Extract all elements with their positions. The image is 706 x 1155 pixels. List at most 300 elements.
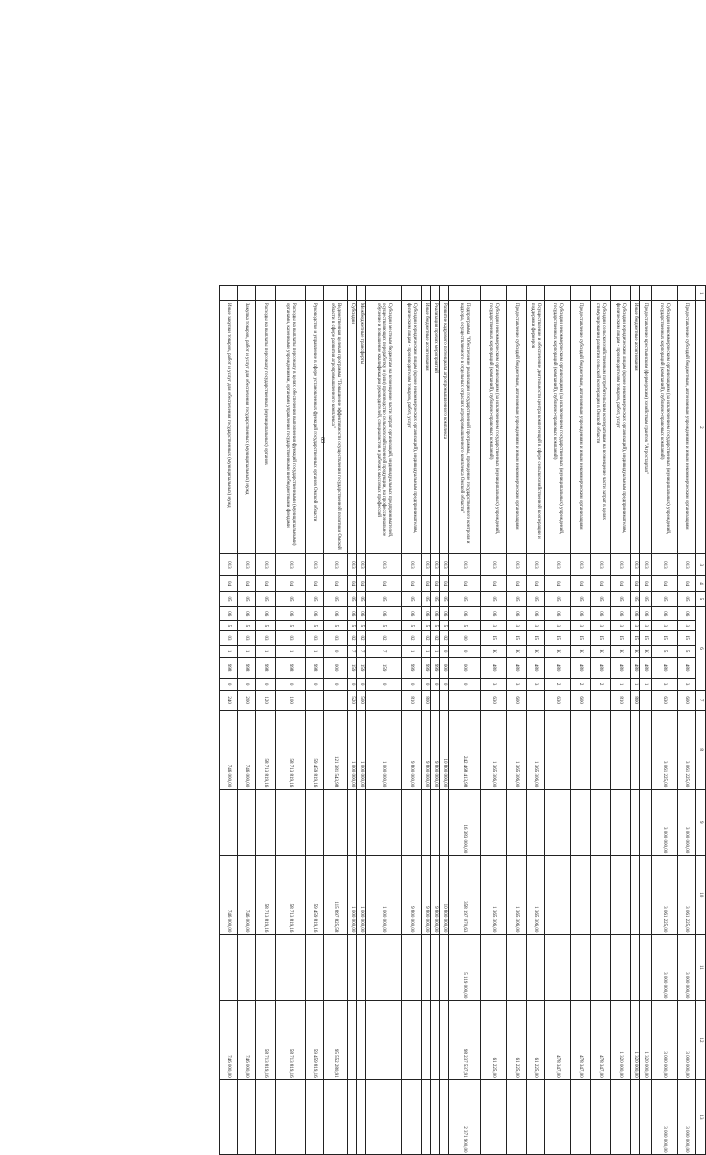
admin-code-cell: 013	[527, 554, 545, 576]
item-name-cell: Ведомственная целевая программа "Повышение эффективности осуществления государственной политики Омской области в сфере развития агропромышленного комплекса"	[324, 301, 348, 554]
row-number-cell	[652, 286, 678, 301]
target-code-part-cell: 3	[481, 678, 507, 690]
table-row	[611, 286, 631, 1155]
admin-code-cell: 013	[366, 554, 402, 576]
amount-col-9-cell	[366, 789, 402, 855]
subsection-code-cell: 05	[324, 591, 348, 606]
admin-code-cell: 013	[238, 554, 256, 576]
amount-col-8-cell: 9 800 000,00	[422, 710, 431, 789]
item-name-cell: Иные бюджетные ассигнования	[422, 301, 431, 554]
target-code-part-cell: 7	[348, 645, 357, 657]
amount-col-13-cell	[440, 1080, 449, 1155]
target-code-part-cell: 480	[678, 657, 696, 678]
target-code-part-cell: 06	[631, 607, 640, 621]
target-code-part-cell: 159	[357, 657, 366, 678]
table-row	[276, 286, 306, 1155]
expense-type-cell	[366, 690, 402, 710]
amount-col-11-cell	[545, 934, 571, 1000]
subsection-code-cell: 05	[357, 591, 366, 606]
target-code-part-cell: 999	[431, 657, 440, 678]
header-col-7: 7	[696, 690, 706, 710]
subsection-code-cell: 05	[481, 591, 507, 606]
target-code-part-cell: 06	[481, 607, 507, 621]
amount-col-13-cell: 2 371 900,00	[449, 1080, 481, 1155]
admin-code-cell: 013	[440, 554, 449, 576]
expense-type-cell: 120	[256, 690, 276, 710]
amount-col-10-cell: 3 061 225,00	[652, 855, 678, 934]
expense-type-cell: 600	[678, 690, 696, 710]
amount-col-9-cell	[357, 789, 366, 855]
subsection-code-cell: 05	[678, 591, 696, 606]
row-number-cell	[357, 286, 366, 301]
table-row	[220, 286, 238, 1155]
target-code-part-cell: 5	[324, 621, 348, 631]
target-code-part-cell: 5	[220, 621, 238, 631]
amount-col-9-cell	[507, 789, 527, 855]
item-name-cell: Развитие кадрового потенциала агропромышленного комплекса	[440, 301, 449, 554]
item-name-cell: Субсидии	[348, 301, 357, 554]
target-code-part-cell: 5	[402, 621, 422, 631]
target-code-part-cell: 5	[276, 621, 306, 631]
amount-col-8-cell: 9 800 000,00	[402, 710, 422, 789]
item-name-cell: Предоставление субсидий бюджетным, автономным учреждениям и иным некоммерческим организациям	[571, 301, 591, 554]
amount-col-11-cell	[366, 934, 402, 1000]
subsection-code-cell: 05	[431, 591, 440, 606]
target-code-part-cell: 02	[357, 631, 366, 645]
target-code-part-cell: К	[631, 645, 640, 657]
table-row	[238, 286, 256, 1155]
expense-type-cell: 600	[507, 690, 527, 710]
expense-type-cell: 630	[545, 690, 571, 710]
target-code-part-cell: I5	[652, 631, 678, 645]
target-code-part-cell: 7	[366, 645, 402, 657]
target-code-part-cell: 5	[440, 621, 449, 631]
table-row	[402, 286, 422, 1155]
section-code-cell: 04	[449, 576, 481, 591]
target-code-part-cell: 03	[238, 631, 256, 645]
section-code-cell: 04	[652, 576, 678, 591]
row-number-cell	[527, 286, 545, 301]
amount-col-9-cell	[402, 789, 422, 855]
amount-col-8-cell: 242 468 413,98	[449, 710, 481, 789]
admin-code-cell: 013	[220, 554, 238, 576]
target-code-part-cell: 3	[507, 621, 527, 631]
subsection-code-cell: 05	[348, 591, 357, 606]
target-code-part-cell: 06	[527, 607, 545, 621]
target-code-part-cell: 02	[348, 631, 357, 645]
target-code-part-cell: 0	[440, 678, 449, 690]
header-col-5: 5	[696, 591, 706, 606]
target-code-part-cell: 06	[652, 607, 678, 621]
admin-code-cell: 013	[481, 554, 507, 576]
amount-col-8-cell	[591, 710, 611, 789]
subsection-code-cell: 05	[402, 591, 422, 606]
target-code-part-cell: 1	[631, 678, 640, 690]
amount-col-11-cell	[306, 934, 324, 1000]
amount-col-11-cell	[631, 934, 640, 1000]
amount-col-11-cell	[640, 934, 652, 1000]
target-code-part-cell: I5	[611, 631, 631, 645]
amount-col-10-cell	[591, 855, 611, 934]
target-code-part-cell: К	[527, 645, 545, 657]
target-code-part-cell: 0	[431, 678, 440, 690]
expense-type-cell: 520	[348, 690, 357, 710]
row-number-cell	[591, 286, 611, 301]
header-col-11: 11	[696, 934, 706, 1000]
table-row	[481, 286, 507, 1155]
target-code-part-cell: 06	[449, 607, 481, 621]
target-code-part-cell: 06	[276, 607, 306, 621]
amount-col-10-cell: 1 365 306,00	[507, 855, 527, 934]
amount-col-8-cell: 1 365 306,00	[507, 710, 527, 789]
item-name-cell: Расходы на выплаты персоналу государственных (муниципальных) органов	[256, 301, 276, 554]
amount-col-8-cell: 1 365 306,00	[527, 710, 545, 789]
target-code-part-cell: 0	[440, 645, 449, 657]
admin-code-cell: 013	[631, 554, 640, 576]
header-col-12: 12	[696, 1000, 706, 1079]
target-code-part-cell: 1	[402, 645, 422, 657]
amount-col-13-cell	[640, 1080, 652, 1155]
target-code-part-cell: 03	[220, 631, 238, 645]
target-code-part-cell: 03	[276, 631, 306, 645]
amount-col-12-cell: 61 225,00	[481, 1000, 507, 1079]
amount-col-10-cell: 358 197 070,63	[449, 855, 481, 934]
subsection-code-cell: 05	[256, 591, 276, 606]
target-code-part-cell: 159	[348, 657, 357, 678]
amount-col-10-cell	[545, 855, 571, 934]
expense-type-cell: 800	[631, 690, 640, 710]
amount-col-8-cell: 746 000,00	[220, 710, 238, 789]
subsection-code-cell: 05	[366, 591, 402, 606]
row-number-cell	[348, 286, 357, 301]
row-number-cell	[449, 286, 481, 301]
amount-col-12-cell	[357, 1000, 366, 1079]
subsection-code-cell: 05	[220, 591, 238, 606]
amount-col-12-cell: 61 225,00	[507, 1000, 527, 1079]
subsection-code-cell: 05	[440, 591, 449, 606]
item-name-cell: Субсидии юридическим лицам (кроме некоммерческих организаций), индивидуальным предпринимателям, физическим лицам - производителям товаров, работ, услуг	[402, 301, 422, 554]
amount-col-10-cell: 1 365 306,00	[481, 855, 507, 934]
section-code-cell: 04	[631, 576, 640, 591]
amount-col-10-cell: 9 800 000,00	[422, 855, 431, 934]
amount-col-10-cell: 58 713 819,16	[256, 855, 276, 934]
amount-col-9-cell	[348, 789, 357, 855]
target-code-part-cell: 998	[306, 657, 324, 678]
amount-col-10-cell: 1 000 000,00	[366, 855, 402, 934]
target-code-part-cell: 000	[324, 657, 348, 678]
amount-col-11-cell	[256, 934, 276, 1000]
item-name-cell: Субсидии некоммерческим организациям (за исключением государственных (муниципальных) учреждений, государственных корпораций (компаний), публично-правовых компаний)	[652, 301, 678, 554]
target-code-part-cell: 998	[276, 657, 306, 678]
item-name-cell: Расходы на выплаты персоналу в целях обеспечения выполнения функций государственными (муниципальными) органами, казенными учреждениями, органами управления государственными внебюджетными фондами	[276, 301, 306, 554]
row-number-cell	[366, 286, 402, 301]
amount-col-9-cell	[545, 789, 571, 855]
target-code-part-cell: 3	[481, 621, 507, 631]
amount-col-12-cell	[440, 1000, 449, 1079]
amount-col-9-cell	[422, 789, 431, 855]
amount-col-9-cell	[256, 789, 276, 855]
target-code-part-cell: 1	[276, 645, 306, 657]
amount-col-9-cell	[571, 789, 591, 855]
target-code-part-cell: К	[571, 645, 591, 657]
target-code-part-cell: 06	[507, 607, 527, 621]
amount-col-13-cell	[631, 1080, 640, 1155]
admin-code-cell: 013	[306, 554, 324, 576]
amount-col-9-cell	[481, 789, 507, 855]
section-code-cell: 04	[366, 576, 402, 591]
item-name-cell: Иные закупки товаров, работ и услуг для обеспечения государственных (муниципальных) нужд	[220, 301, 238, 554]
amount-col-12-cell: 478 347,00	[591, 1000, 611, 1079]
target-code-part-cell: 0	[366, 678, 402, 690]
amount-col-9-cell	[440, 789, 449, 855]
target-code-part-cell: I5	[545, 631, 571, 645]
target-code-part-cell: 3	[571, 621, 591, 631]
target-code-part-cell: 998	[256, 657, 276, 678]
header-col-2: 2	[696, 301, 706, 554]
target-code-part-cell: 06	[545, 607, 571, 621]
target-code-part-cell: 00	[449, 631, 481, 645]
subsection-code-cell: 05	[306, 591, 324, 606]
target-code-part-cell: I5	[571, 631, 591, 645]
amount-col-13-cell	[276, 1080, 306, 1155]
section-code-cell: 04	[238, 576, 256, 591]
target-code-part-cell: 3	[652, 678, 678, 690]
amount-col-10-cell: 9 800 000,00	[431, 855, 440, 934]
admin-code-cell: 013	[640, 554, 652, 576]
amount-col-13-cell	[545, 1080, 571, 1155]
amount-col-10-cell: 59 459 819,16	[306, 855, 324, 934]
amount-col-12-cell: 746 000,00	[220, 1000, 238, 1079]
target-code-part-cell: 1	[431, 645, 440, 657]
amount-col-10-cell	[611, 855, 631, 934]
target-code-part-cell: 03	[306, 631, 324, 645]
amount-col-11-cell: 5 119 000,00	[449, 934, 481, 1000]
target-code-part-cell: 06	[440, 607, 449, 621]
row-number-cell	[402, 286, 422, 301]
amount-col-13-cell	[357, 1080, 366, 1155]
section-code-cell: 04	[611, 576, 631, 591]
budget-table	[219, 285, 706, 1155]
amount-col-11-cell	[431, 934, 440, 1000]
section-code-cell: 04	[422, 576, 431, 591]
target-code-part-cell: 06	[366, 607, 402, 621]
amount-col-12-cell: 58 713 819,16	[256, 1000, 276, 1079]
header-col-4: 4	[696, 576, 706, 591]
target-code-part-cell: 159	[366, 657, 402, 678]
item-name-cell: Субсидии юридическим лицам (кроме некоммерческих организаций), индивидуальным предпринимателям, физическим лицам - производителям товаров, работ, услуг	[611, 301, 631, 554]
section-code-cell: 04	[306, 576, 324, 591]
amount-col-8-cell	[545, 710, 571, 789]
item-name-cell: Предоставление субсидий бюджетным, автономным учреждениям и иным некоммерческим организациям	[678, 301, 696, 554]
amount-col-9-cell	[431, 789, 440, 855]
row-number-cell	[324, 286, 348, 301]
target-code-part-cell: 5	[238, 621, 256, 631]
expense-type-cell: 500	[357, 690, 366, 710]
target-code-part-cell: 3	[611, 621, 631, 631]
target-code-part-cell: 3	[631, 621, 640, 631]
target-code-part-cell: 1	[238, 645, 256, 657]
header-col-6: 6	[696, 607, 706, 691]
row-number-cell	[611, 286, 631, 301]
target-code-part-cell: 1	[306, 645, 324, 657]
header-col-1: 1	[696, 286, 706, 301]
target-code-part-cell: 5	[357, 621, 366, 631]
amount-col-12-cell: 3 000 000,00	[652, 1000, 678, 1079]
amount-col-11-cell	[357, 934, 366, 1000]
admin-code-cell: 013	[324, 554, 348, 576]
amount-col-11-cell	[527, 934, 545, 1000]
amount-col-13-cell	[422, 1080, 431, 1155]
expense-type-cell: 100	[276, 690, 306, 710]
target-code-part-cell: 06	[220, 607, 238, 621]
target-code-part-cell: 3	[652, 621, 678, 631]
section-code-cell: 04	[527, 576, 545, 591]
table-row	[324, 286, 348, 1155]
row-number-cell	[422, 286, 431, 301]
target-code-part-cell: 0	[422, 678, 431, 690]
target-code-part-cell: 480	[571, 657, 591, 678]
target-code-part-cell: 480	[527, 657, 545, 678]
target-code-part-cell: 06	[324, 607, 348, 621]
section-code-cell: 04	[481, 576, 507, 591]
row-number-cell	[678, 286, 696, 301]
amount-col-8-cell	[571, 710, 591, 789]
expense-type-cell: 200	[238, 690, 256, 710]
amount-col-12-cell: 61 225,00	[527, 1000, 545, 1079]
amount-col-8-cell: 1 365 306,00	[481, 710, 507, 789]
target-code-part-cell: 0	[449, 645, 481, 657]
amount-col-9-cell	[611, 789, 631, 855]
target-code-part-cell: 02	[422, 631, 431, 645]
expense-type-cell	[527, 690, 545, 710]
amount-col-8-cell	[631, 710, 640, 789]
subsection-code-cell: 05	[422, 591, 431, 606]
item-name-cell: Субсидии местным бюджетам на возмещение части затрат организаций, индивидуальных предпринимателей, осуществляющих переработку и (или) производство сельскохозяйственной продукции, на профессиональное обучение и повышение квалификации руководителей, специалистов и рабочих массовых профессий	[366, 301, 402, 554]
header-col-8: 8	[696, 710, 706, 789]
target-code-part-cell: I5	[481, 631, 507, 645]
admin-code-cell: 013	[431, 554, 440, 576]
amount-col-11-cell	[276, 934, 306, 1000]
target-code-part-cell: 0	[256, 678, 276, 690]
section-code-cell: 04	[678, 576, 696, 591]
section-code-cell: 04	[571, 576, 591, 591]
expense-type-cell: 810	[402, 690, 422, 710]
amount-col-8-cell: 1 000 000,00	[348, 710, 357, 789]
subsection-code-cell: 05	[238, 591, 256, 606]
table-row	[545, 286, 571, 1155]
amount-col-11-cell	[238, 934, 256, 1000]
amount-col-10-cell: 10 800 000,00	[440, 855, 449, 934]
amount-col-11-cell	[571, 934, 591, 1000]
target-code-part-cell: 0	[324, 645, 348, 657]
item-name-cell: Подпрограмма "Обеспечение реализации государственной программы, проведение государственного контроля и надзора, осуществляемого в отдельных отраслях агропромышленного комплекса Омской области"	[449, 301, 481, 554]
target-code-part-cell: 3	[527, 621, 545, 631]
amount-col-8-cell: 1 000 000,00	[357, 710, 366, 789]
target-code-part-cell: 0	[238, 678, 256, 690]
amount-col-9-cell	[306, 789, 324, 855]
target-code-part-cell: 999	[422, 657, 431, 678]
amount-col-12-cell	[402, 1000, 422, 1079]
section-code-cell: 04	[324, 576, 348, 591]
target-code-part-cell: 02	[366, 631, 402, 645]
amount-col-11-cell	[324, 934, 348, 1000]
subsection-code-cell: 05	[631, 591, 640, 606]
item-name-cell: Осуществление и обеспечение деятельности центра компетенций в сфере сельскохозяйственной кооперации и поддержки фермеров	[527, 301, 545, 554]
subsection-code-cell: 05	[507, 591, 527, 606]
target-code-part-cell: 3	[591, 621, 611, 631]
table-row	[431, 286, 440, 1155]
expense-type-cell: 810	[611, 690, 631, 710]
admin-code-cell: 013	[507, 554, 527, 576]
target-code-part-cell: 03	[324, 631, 348, 645]
header-col-10: 10	[696, 855, 706, 934]
header-col-13: 13	[696, 1080, 706, 1155]
amount-col-11-cell	[348, 934, 357, 1000]
target-code-part-cell: 0	[357, 678, 366, 690]
target-code-part-cell: I5	[631, 631, 640, 645]
amount-col-13-cell	[591, 1080, 611, 1155]
section-code-cell: 04	[545, 576, 571, 591]
amount-col-13-cell	[324, 1080, 348, 1155]
target-code-part-cell: К	[545, 645, 571, 657]
amount-col-11-cell	[402, 934, 422, 1000]
target-code-part-cell: 1	[422, 645, 431, 657]
amount-col-13-cell	[402, 1080, 422, 1155]
amount-col-13-cell	[431, 1080, 440, 1155]
target-code-part-cell: 0	[449, 678, 481, 690]
amount-col-9-cell	[640, 789, 652, 855]
amount-col-9-cell	[527, 789, 545, 855]
item-name-cell: Иные бюджетные ассигнования	[631, 301, 640, 554]
target-code-part-cell: 02	[440, 631, 449, 645]
target-code-part-cell: 000	[440, 657, 449, 678]
amount-col-13-cell	[238, 1080, 256, 1155]
target-code-part-cell: 1	[611, 678, 631, 690]
amount-col-8-cell: 58 713 819,16	[276, 710, 306, 789]
amount-col-10-cell: 1 000 000,00	[357, 855, 366, 934]
amount-col-12-cell: 58 713 819,16	[276, 1000, 306, 1079]
admin-code-cell: 013	[545, 554, 571, 576]
target-code-part-cell: 3	[678, 621, 696, 631]
amount-col-8-cell: 10 800 000,00	[440, 710, 449, 789]
row-number-cell	[440, 286, 449, 301]
table-row	[357, 286, 366, 1155]
table-row	[507, 286, 527, 1155]
amount-col-12-cell: 478 347,00	[571, 1000, 591, 1079]
row-number-cell	[507, 286, 527, 301]
target-code-part-cell: 5	[652, 645, 678, 657]
target-code-part-cell: 5	[256, 621, 276, 631]
amount-col-12-cell	[366, 1000, 402, 1079]
target-code-part-cell: I5	[507, 631, 527, 645]
item-name-cell: Закупка товаров, работ и услуг для обеспечения государственных (муниципальных) нужд	[238, 301, 256, 554]
target-code-part-cell: 7	[357, 645, 366, 657]
row-number-cell	[571, 286, 591, 301]
amount-col-10-cell: 1 365 306,00	[527, 855, 545, 934]
amount-col-13-cell	[220, 1080, 238, 1155]
row-number-cell	[631, 286, 640, 301]
target-code-part-cell: 2	[545, 678, 571, 690]
row-number-cell	[256, 286, 276, 301]
amount-col-10-cell: 9 800 000,00	[402, 855, 422, 934]
row-number-cell	[431, 286, 440, 301]
amount-col-10-cell: 115 897 825,58	[324, 855, 348, 934]
amount-col-11-cell: 3 000 000,00	[652, 934, 678, 1000]
amount-col-8-cell: 1 000 000,00	[366, 710, 402, 789]
target-code-part-cell: I5	[678, 631, 696, 645]
budget-table-rotated	[104, 285, 706, 1155]
amount-col-11-cell	[220, 934, 238, 1000]
